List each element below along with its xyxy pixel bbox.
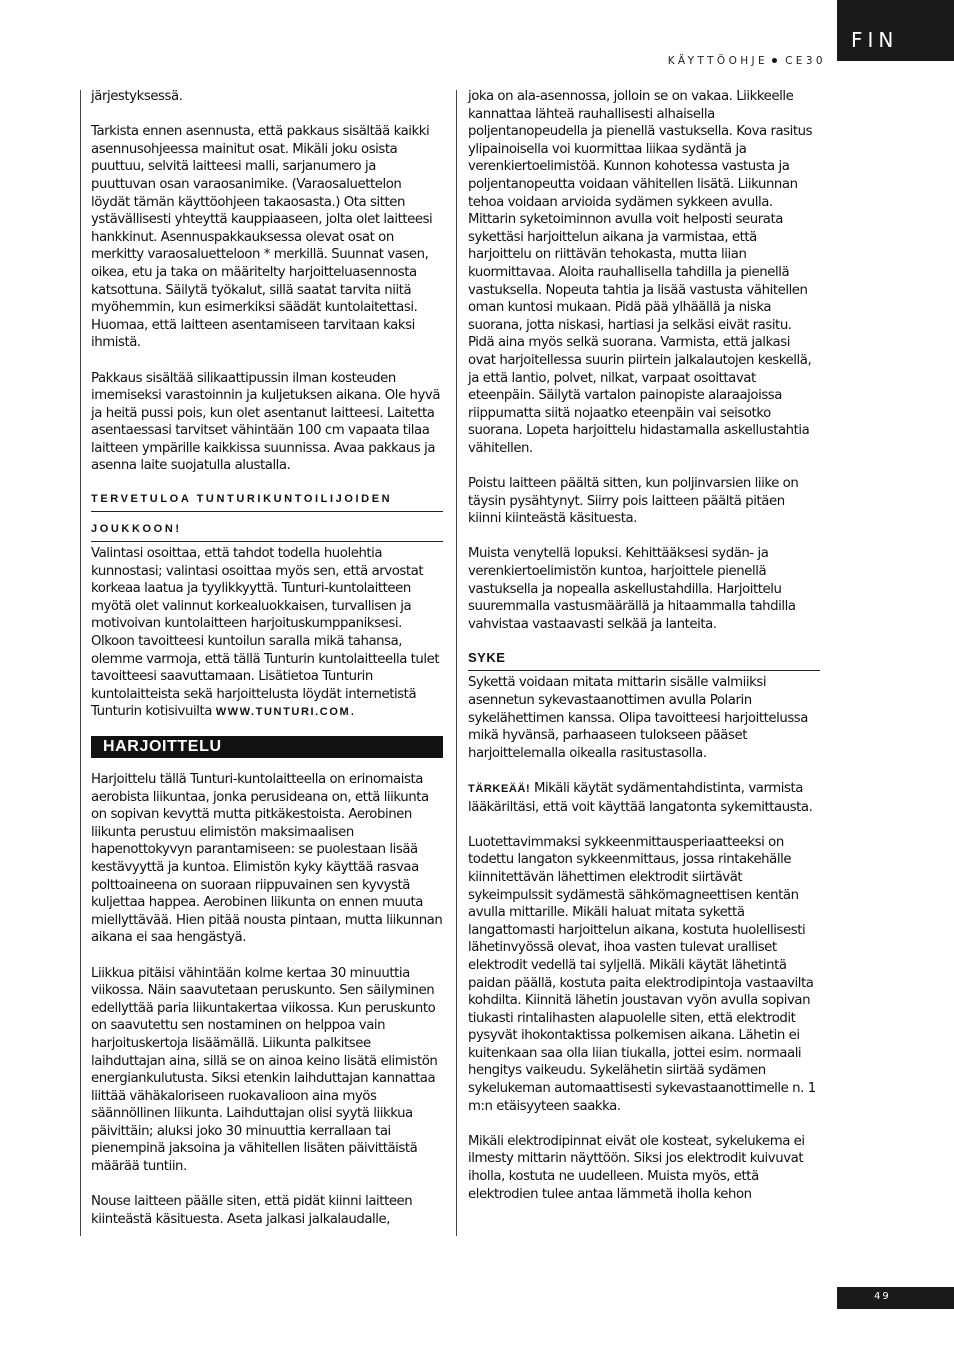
language-tab (837, 0, 954, 61)
section-title-harjoittelu: HARJOITTELU (91, 736, 443, 758)
left-column-rule (80, 90, 81, 1236)
website-link[interactable]: WWW.TUNTURI.COM (215, 706, 351, 719)
paragraph: Luotettavimmaksi sykkeenmittausperiaatteeksi on todettu langaton sykkeenmittaus, jossa rintakehälle kiinnitettävän lähettimen elektrodit siirtävät sykeimpulssit sydämestä sähkömagneettisen kentän avulla mittarille. Mikäli haluat mitata sykettä langattomasti harjoittelun aikana, kostuta huolellisesti lähetinvyössä olevat, ihoa vasten tulevat uralliset elektrodit vedellä tai syljellä. Mikäli käytät lähetintä paidan päällä, kostuta paita elektrodipintoja vastaavilta kohdilta. Kiinnitä lähetin joustavan vyön avulla sopivan tiukasti rintalihasten alapuolelle siten, että elektrodit pysyvät ihokontaktissa polkemisen aikana. Lähetin ei kuitenkaan saa olla liian tiukalla, jottei esim. normaali hengitys vaikeudu. Sykelähetin siirtää sydämen sykelukeman automaattisesti sykevastaanottimelle n. 1 m:n etäisyyteen saakka. (468, 834, 816, 1114)
bullet-dot-icon (772, 58, 777, 63)
language-label: FIN (851, 28, 899, 52)
important-text: Mikäli käytät sydämentahdistinta, varmista lääkäriltäsi, että voit käyttää langatonta sykemittausta. (468, 780, 813, 815)
paragraph: Liikkua pitäisi vähintään kolme kertaa 30 minuuttia viikossa. Näin saavutetaan peruskunto. Sen säilyminen edellyttää paria liikuntakertaa viikossa. Kun peruskunto on saavutettu sen nostaminen on helppoa vain harjoituskertoja lisäämällä. Liikunta palkitsee laihduttajan aina, sillä se on ainoa keino lisätä elimistön energiankulutusta. Siksi etenkin laihduttajan kannattaa liittää vähäkaloriseen ruokavalioon aina myös säännöllinen liikunta. Laihduttajan olisi syytä liikkua päivittäin; aluksi joko 30 minuuttia kerrallaan tai pienempinä jaksoina ja vähitellen lisäten päivittäistä määrää tuntiin. (91, 965, 438, 1175)
welcome-heading-line2: JOUKKOON! (91, 518, 443, 542)
paragraph: järjestyksessä. (91, 89, 183, 104)
paragraph (468, 780, 820, 816)
welcome-heading-line1: TERVETULOA TUNTURIKUNTOILIJOIDEN (91, 488, 443, 512)
paragraph: Poistu laitteen päältä sitten, kun poljinvarsien liike on täysin pysähtynyt. Siirry pois laitteen päältä pitäen kiinni kiinteästä käsituesta. (468, 476, 799, 527)
paragraph: Mikäli elektrodipinnat eivät ole kosteat, sykelukema ei ilmesty mittarin näyttöön. Siksi jos elektrodit kuivuvat iholla, kostuta ne uudelleen. Muista myös, että elektrodien tulee antaa lämmetä iholla kehon (468, 1133, 805, 1202)
paragraph (91, 545, 443, 722)
paragraph: Tarkista ennen asennusta, että pakkaus sisältää kaikki asennusohjeessa mainitut osat. Mikäli joku osista puuttuu, selvitä laitteesi malli, sarjanumero ja puuttuvan osan varaosanimike. (Varaosaluettelon löydät tämän käyttöohjeen takaosasta.) Ota sitten ystävällisesti yhteyttä kauppiaaseen, jolta olet laitteesi hankkinut. Asennuspakkauksessa olevat osat on merkitty varaosaluetteloon * merkillä. Suunnat vasen, oikea, etu ja taka on määritelty harjoitteluasennosta katsottuna. Säilytä työkalut, sillä saatat tarvita niitä myöhemmin, kun esimerkiksi säädät kuntolaitettasi. Huomaa, että laitteen asentamiseen tarvitaan kaksi ihmistä. (91, 124, 433, 351)
paragraph: joka on ala-asennossa, jolloin se on vakaa. Liikkeelle kannattaa lähteä rauhallisesti alhaisella poljentanopeudella ja pienellä vastuksella. Kova rasitus ylipainoisella voi kuormittaa liikaa sydäntä ja verenkiertoelimistöä. Kunnon kohotessa vastusta ja poljentanopeutta voidaan vähitellen lisätä. Liikunnan tehoa voidaan arvioida sydämen sykkeen avulla. Mittarin syketoiminnon avulla voit helposti seurata sykettäsi harjoittelun aikana ja varmistaa, että harjoittelu on riittävän tehokasta, mutta liian kuormittavaa. Aloita rauhallisella tahdilla ja pienellä vastuksella. Nopeuta tahtia ja lisää vastusta vähitellen oman kuntosi mukaan. Pidä pää ylhäällä ja niska suorana, jotta niskasi, hartiasi ja selkäsi eivät rasitu. Pidä aina myös selkä suorana. Varmista, että jalkasi ovat harjoitellessa suurin piirtein jalkalautojen keskellä, ja että lantio, polvet, nilkat, varpaat osoittavat eteenpäin. Säilytä vartalon painopiste alaraajoissa riippumatta siitä nojaatko eteenpäin vai seisotko suorana. Lopeta harjoittelu hidastamalla askellustahtia vähitellen. (468, 89, 813, 456)
page-number-bar (837, 1287, 954, 1309)
manual-title: KÄYTTÖOHJE (667, 55, 769, 67)
paragraph: Muista venytellä lopuksi. Kehittääksesi sydän- ja verenkiertoelimistön kuntoa, harjoittele pienellä vastuksella ja nopealla askellustahdilla. Harjoittelu suuremmalla vastusmäärällä ja hitaammalla tahdilla vahvistaa vastaavasti selkää ja lanteita. (468, 546, 796, 632)
right-column (468, 88, 820, 1203)
left-column (91, 88, 443, 1228)
paragraph: Nouse laitteen päälle siten, että pidät kiinni laitteen kiinteästä käsituesta. Aseta jalkasi jalkalaudalle, (91, 1194, 413, 1227)
welcome-text: Valintasi osoittaa, että tahdot todella huolehtia kunnostasi; valintasi osoittaa myös sen, että arvostat korkeaa laatua ja tyylikkyyttä. Tunturi-kuntolaitteen myötä olet valinnut korkealuokkaisen, turvallisen ja motivoivan kuntolaitteen harjoituskumppaniksesi. Olkoon tavoitteesi kuntoilun saralla mikä tahansa, olemme varmoja, että tällä Tunturin kuntolaitteella tulet tavoitteesi saavuttamaan. Lisätietoa Tunturin kuntolaitteista sekä harjoittelusta löydät internetistä Tunturin kotisivuilta (91, 546, 440, 720)
model-name: CE30 (785, 55, 826, 67)
running-head (668, 55, 826, 67)
page-number: 49 (874, 1291, 891, 1302)
right-column-rule (456, 90, 457, 1236)
url-suffix: . (350, 704, 355, 720)
section-title-syke: SYKE (468, 647, 820, 671)
paragraph: Pakkaus sisältää silikaattipussin ilman kosteuden imemiseksi varastoinnin ja kuljetuksen aikana. Ole hyvä ja heitä pussi pois, kun olet asentanut laitteesi. Laitetta asentaessasi tarvitset vähintään 100 cm vapaata tilaa laitteen ympärille kaikkissa suunnissa. Avaa pakkaus ja asenna laite suojatulla alustalla. (91, 370, 441, 474)
important-label: TÄRKEÄÄ! (468, 782, 531, 795)
paragraph: Harjoittelu tällä Tunturi-kuntolaitteella on erinomaista aerobista liikuntaa, jonka perusideana on, että liikunta on sopivan kevyttä mutta pitkäkestoista. Aerobinen liikunta perustuu elimistön maksimaalisen hapenottokyvyn parantamiseen: se puolestaan lisää kestävyyttä ja kuntoa. Elimistön kyky käyttää rasvaa polttoaineena on suoraan riippuvainen sen kyvystä kuljettaa happea. Aerobinen liikunta on ennen muuta miellyttävää. Hien pitää nousta pintaan, mutta liikunnan aikana ei saa hengästyä. (91, 772, 443, 946)
paragraph: Sykettä voidaan mitata mittarin sisälle valmiiksi asennetun sykevastaanottimen avulla Polarin sykelähettimen kanssa. Olipa tavoitteesi harjoittelussa mikä hyvänsä, parhaaseen tulokseen pääset harjoittelemalla oikealla rasitustasolla. (468, 675, 808, 761)
